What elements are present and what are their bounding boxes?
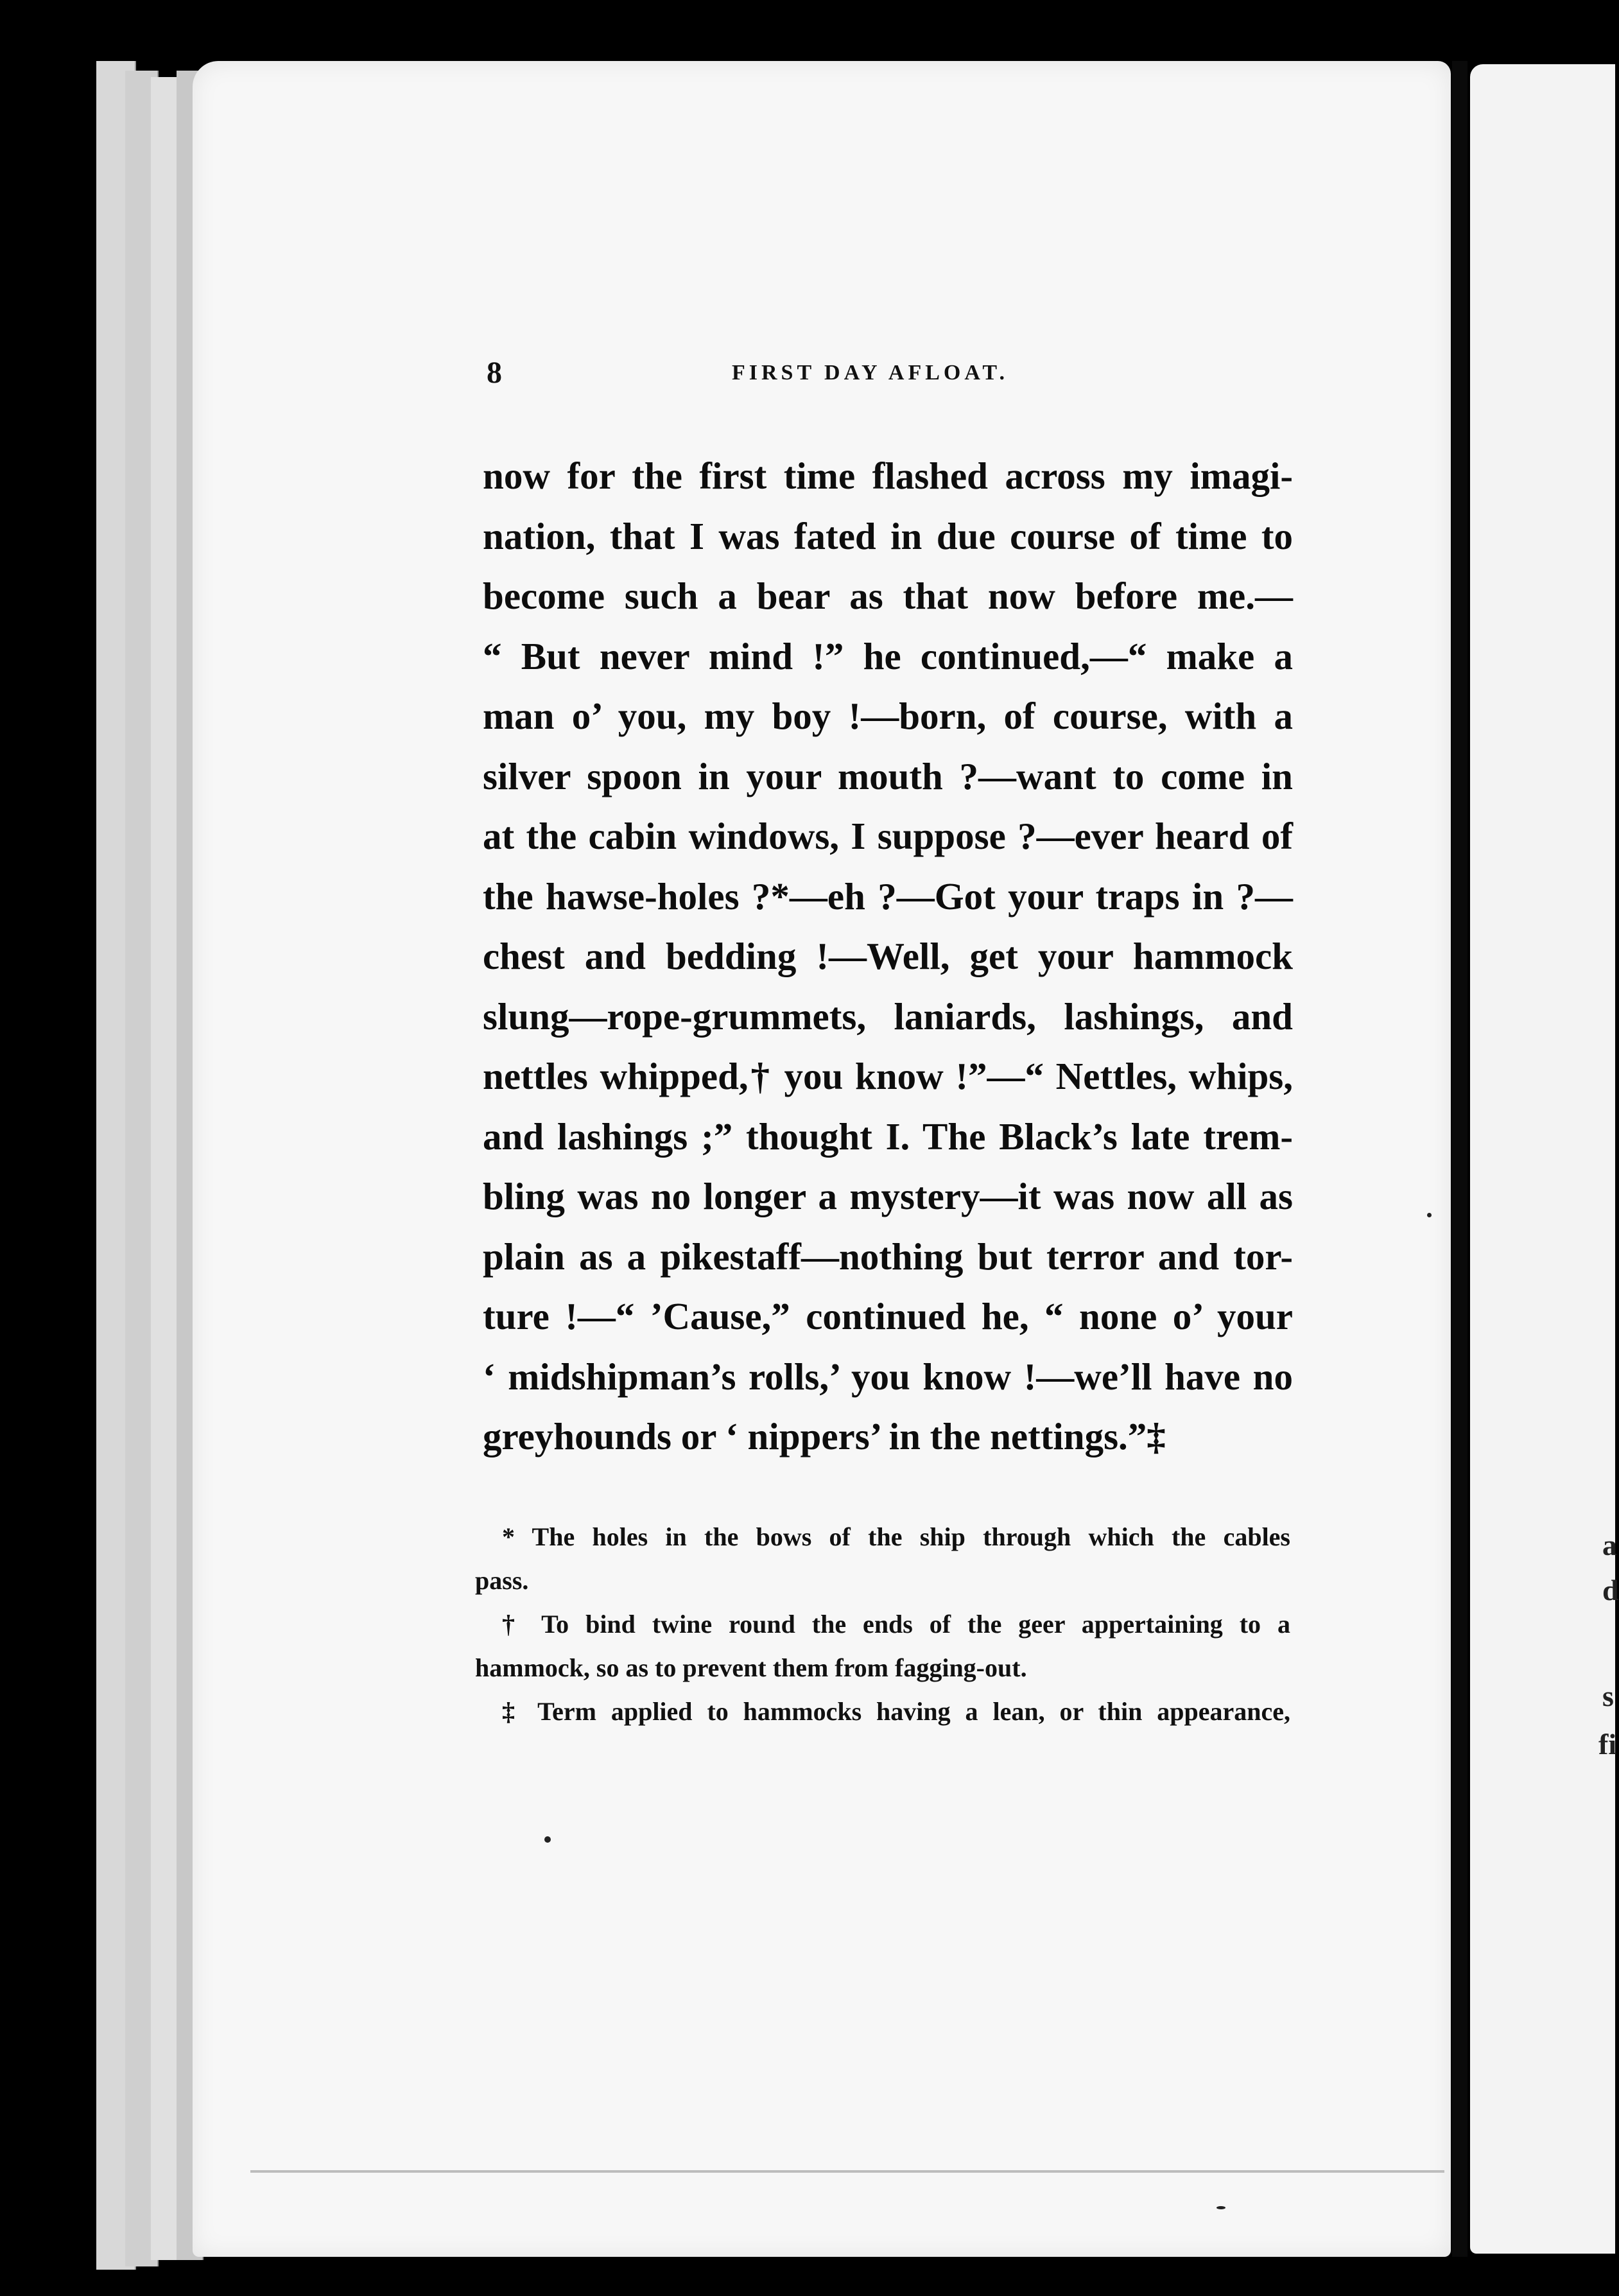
page-number: 8 [487, 356, 502, 390]
text-line: ‘ midshipman’s rolls,’ you know !—we’ll have no [483, 1355, 1293, 1398]
text-line: slung—rope-grummets, laniards, lashings, and [483, 995, 1293, 1038]
ink-speck [544, 1836, 551, 1843]
ink-speck [1216, 2206, 1225, 2209]
book-gutter [1452, 61, 1467, 2257]
footnote-line: pass. [475, 1566, 529, 1595]
text-line: at the cabin windows, I suppose ?—ever heard of [483, 815, 1293, 857]
ink-speck [1427, 1213, 1432, 1217]
text-line: and lashings ;” thought I. The Black’s late trem- [483, 1115, 1293, 1158]
text-line: plain as a pikestaff—nothing but terror and tor- [483, 1235, 1293, 1278]
facing-page [1470, 64, 1615, 2254]
text-line: bling was no longer a mystery—it was now all as [483, 1175, 1293, 1217]
body-text [483, 446, 1293, 1467]
text-line: silver spoon in your mouth ?—want to come in [483, 754, 1293, 797]
text-line: man o’ you, my boy !—born, of course, with a [483, 695, 1293, 737]
text-line: become such a bear as that now before me.— [483, 575, 1293, 617]
text-line: nettles whipped,† you know !”—“ Nettles, whips, [483, 1055, 1293, 1097]
text-line: greyhounds or ‘ nippers’ in the nettings.”‡ [483, 1415, 1166, 1457]
facing-page-fragment: a [1602, 1529, 1617, 1561]
text-line: ture !—“ ’Cause,” continued he, “ none o’ your [483, 1295, 1293, 1337]
footnotes [475, 1515, 1290, 1734]
text-line: chest and bedding !—Well, get your hammock [483, 935, 1293, 977]
page-bottom-rule [250, 2170, 1444, 2173]
facing-page-fragment: s [1602, 1680, 1614, 1712]
footnote-line: * The holes in the bows of the ship through which the cables [502, 1522, 1290, 1551]
text-line: “ But never mind !” he continued,—“ make a [483, 634, 1293, 677]
facing-page-fragment: d [1602, 1574, 1619, 1606]
running-head: FIRST DAY AFLOAT. [732, 361, 1009, 385]
text-line: the hawse-holes ?*—eh ?—Got your traps in ?— [483, 874, 1293, 918]
text-line: now for the first time flashed across my imagi- [483, 455, 1293, 497]
footnote-line: hammock, so as to prevent them from fagging-out. [475, 1653, 1027, 1682]
facing-page-fragment: fi [1598, 1728, 1617, 1761]
footnote-line: † To bind twine round the ends of the geer appertaining to a [502, 1610, 1290, 1639]
footnote-line: ‡ Term applied to hammocks having a lean, or thin appearance, [502, 1697, 1290, 1726]
text-line: nation, that I was fated in due course of time to [483, 514, 1293, 557]
